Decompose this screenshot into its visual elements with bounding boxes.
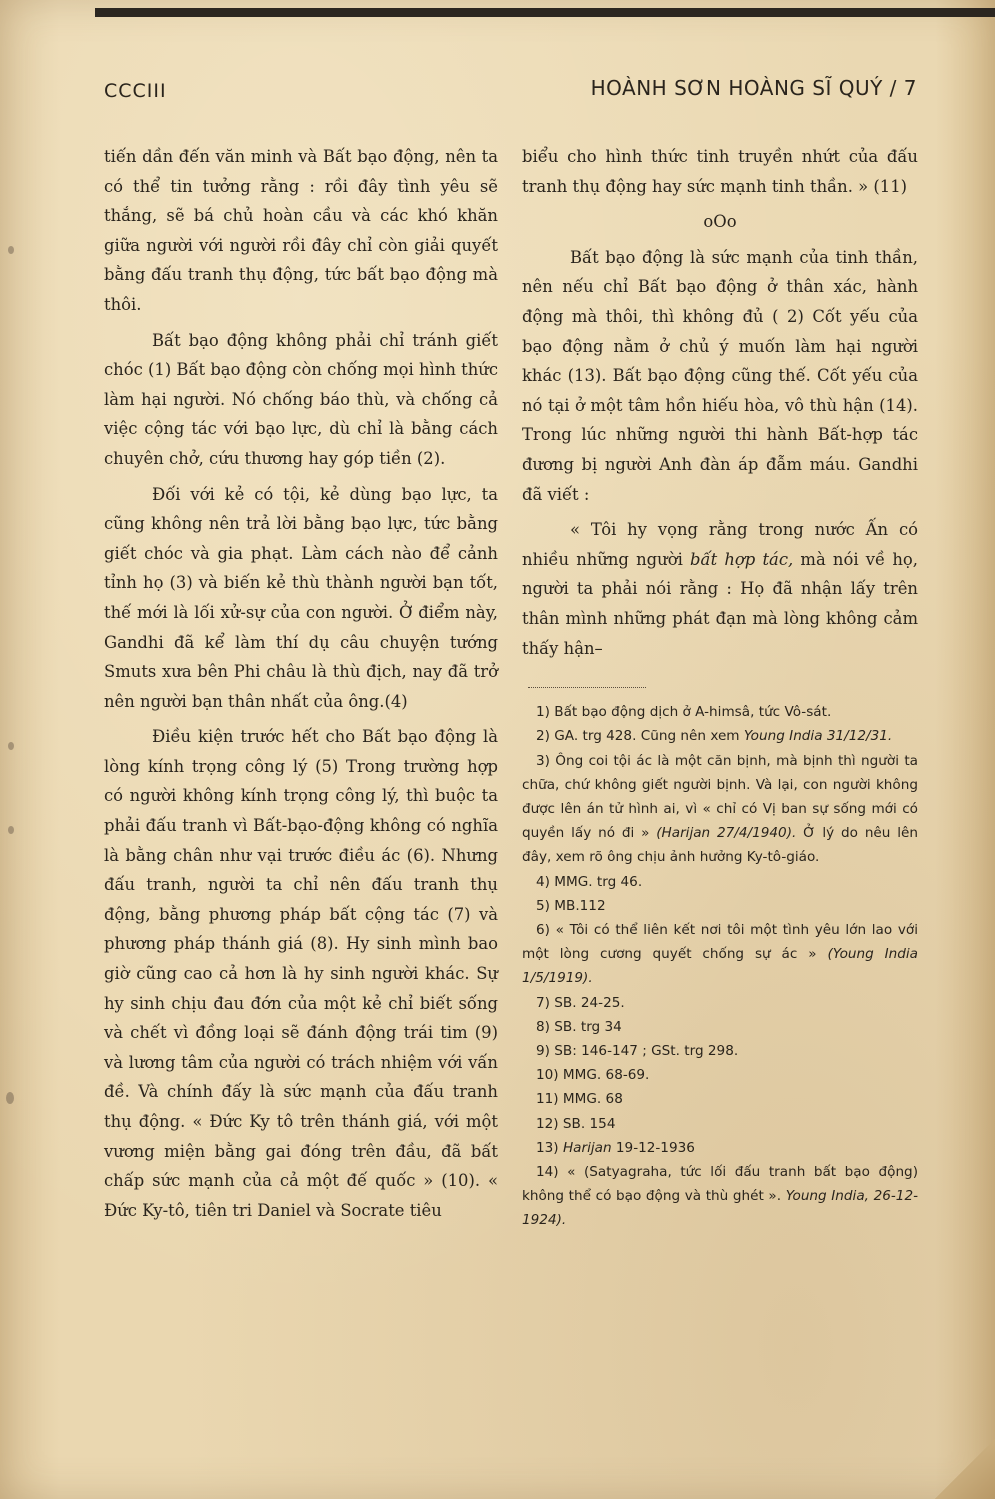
- footnote: [522, 1136, 918, 1160]
- top-border-rule: [95, 8, 995, 17]
- footnote-citation: Young India 31/12/31.: [743, 728, 893, 745]
- footnote: 7) SB. 24-25.: [536, 994, 625, 1011]
- footnote: 4) MMG. trg 46.: [536, 873, 643, 890]
- section-separator: oOo: [703, 212, 737, 232]
- footnote: [522, 1160, 918, 1233]
- footnote: 5) MB.112: [536, 897, 606, 914]
- page-speck: [8, 246, 14, 254]
- footnote-citation: Harijan: [562, 1139, 612, 1156]
- quote-paragraph: [522, 515, 918, 663]
- page-header-code: CCCIII: [104, 80, 167, 102]
- quote-emphasis: bất hợp tác,: [690, 549, 794, 569]
- footnote-citation: (Harijan 27/4/1940).: [656, 825, 797, 842]
- paragraph: Bất bạo động không phải chỉ tránh giết chóc (1) Bất bạo động còn chống mọi hình thức làm hại người. Nó chống báo thù, và chống cả việc cộng tác với bạo lực, dù chỉ là bằng cách chuyên chở, cứu thương hay góp tiền (2).: [104, 330, 498, 468]
- footnote: 8) SB. trg 34: [536, 1018, 622, 1035]
- footnote: 11) MMG. 68: [536, 1091, 623, 1108]
- footnote: [522, 918, 918, 991]
- footnote-text: 14) « (Satyagraha, tức lối đấu tranh bất bạo động) không thể có bạo động và thù ghét ».: [522, 1163, 918, 1205]
- page-header-title: HOÀNH SƠN HOÀNG SĨ QUÝ / 7: [590, 76, 917, 100]
- left-column: [104, 142, 498, 1231]
- footnote: 10) MMG. 68-69.: [536, 1067, 650, 1084]
- footnote: 12) SB. 154: [536, 1115, 616, 1132]
- page-speck: [8, 742, 14, 750]
- footnote: 1) Bất bạo động dịch ở A-himsâ, tức Vô-sát.: [536, 704, 832, 721]
- quote-text: « Tôi hy vọng rằng trong nước Ấn có nhiều những người: [522, 520, 918, 569]
- paragraph: tiến dần đến văn minh và Bất bạo động, nên ta có thể tin tưởng rằng : rồi đây tình yêu sẽ thắng, sẽ bá chủ hoàn cầu và các khó khăn giữa người với người rồi đây chỉ còn giải quyết bằng đấu tranh thụ động, tức bất bạo động mà thôi.: [104, 147, 498, 314]
- footnote-text: Ở lý do nêu lên đây, xem rõ ông chịu ảnh hưởng Ky-tô-giáo.: [522, 825, 918, 866]
- footnote: [522, 749, 918, 870]
- footnote-text: 13): [536, 1139, 563, 1156]
- footnote-text: 3) Ông coi tội ác là một căn bịnh, mà bịnh thì người ta chữa, chứ không giết người bịnh. Và lại, con người không được lên án tử hình ai, vì « chỉ có Vị ban sự sống mới có quyền lấy nó đi »: [522, 752, 918, 842]
- paragraph: biểu cho hình thức tinh truyền nhứt của đấu tranh thụ động hay sức mạnh tinh thần. » (11): [522, 147, 918, 196]
- footnote-text: 19-12-1936: [611, 1139, 695, 1156]
- footnotes: [522, 700, 918, 1232]
- footnote-divider: [528, 687, 646, 688]
- footnote: 9) SB: 146-147 ; GSt. trg 298.: [536, 1042, 739, 1059]
- paragraph: Bất bạo động là sức mạnh của tinh thần, nên nếu chỉ Bất bạo động ở thân xác, hành động mà thôi, thì không đủ ( 2) Cốt yếu của bạo động nằm ở chủ ý muốn làm hại người khác (13). Bất bạo động cũng thế. Cốt yếu của nó tại ở một tâm hồn hiếu hòa, vô thù hận (14). Trong lúc những người thi hành Bất-hợp tác đương bị người Anh đàn áp đẫm máu. Gandhi đã viết :: [522, 247, 918, 504]
- paragraph: Đối với kẻ có tội, kẻ dùng bạo lực, ta cũng không nên trả lời bằng bạo lực, tức bằng giết chóc và gia phạt. Làm cách nào để cảnh tỉnh họ (3) và biến kẻ thù thành người bạn tốt, thế mới là lối xử-sự của con người. Ở điểm này, Gandhi đã kể làm thí dụ câu chuyện tướng Smuts xưa bên Phi châu là thù địch, nay đã trở nên người bạn thân nhất của ông.(4): [104, 484, 498, 711]
- page-corner-fold: [935, 1439, 995, 1499]
- footnote: [522, 724, 918, 748]
- footnote-citation: (Young India 1/5/1919).: [522, 946, 918, 987]
- page-speck: [6, 1092, 14, 1104]
- footnote-citation: Young India, 26-12-1924).: [522, 1188, 918, 1229]
- quote-text: mà nói về họ, người ta phải nói rằng : Họ đã nhận lấy trên thân mình những phát đạn mà lòng không cảm thấy hận–: [522, 549, 918, 658]
- page-speck: [8, 826, 14, 834]
- right-column: [522, 142, 918, 1233]
- paragraph: Điều kiện trước hết cho Bất bạo động là lòng kính trọng công lý (5) Trong trường hợp có người không kính trọng công lý, thì buộc ta phải đấu tranh vì Bất-bạo-động không có nghĩa là bằng chân như vại trước điều ác (6). Nhưng đấu tranh, người ta chỉ nên đấu tranh thụ động, bằng phương pháp bất cộng tác (7) và phương pháp thánh giá (8). Hy sinh mình bao giờ cũng cao cả hơn là hy sinh người khác. Sự hy sinh chịu đau đớn của một kẻ chỉ biết sống và chết vì đồng loại sẽ đánh động trái tim (9) và lương tâm của người có trách nhiệm với vấn đề. Và chính đấy là sức mạnh của đấu tranh thụ động. « Đức Ky tô trên thánh giá, với một vương miện bằng gai đóng trên đầu, đã bất chấp sức mạnh của cả một đế quốc » (10). « Đức Ky-tô, tiên tri Daniel và Socrate tiêu: [104, 727, 498, 1220]
- footnote-text: 6) « Tôi có thể liên kết nơi tôi một tình yêu lớn lao với một lòng cương quyết chống sự ác »: [522, 921, 918, 963]
- footnote-text: 2) GA. trg 428. Cũng nên xem: [536, 728, 744, 745]
